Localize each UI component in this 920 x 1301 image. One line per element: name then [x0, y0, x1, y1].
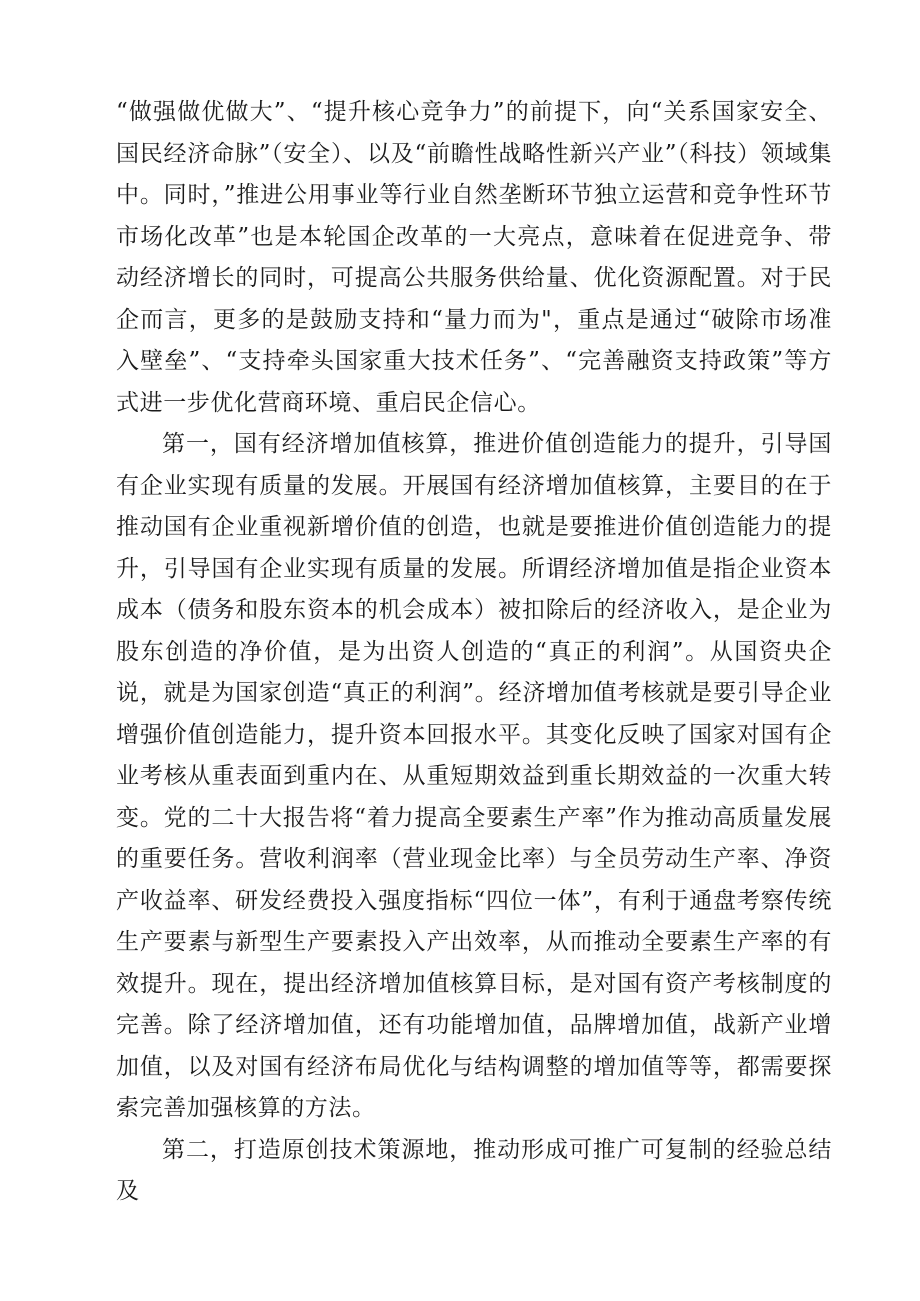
paragraph-first-point: 第一，国有经济增加值核算，推进价值创造能力的提升，引导国有企业实现有质量的发展。开展国有经济增加值核算，主要目的在于推动国有企业重视新增价值的创造，也就是要推进价值创造能力的提升，引导国有企业实现有质量的发展。所谓经济增加值是指企业资本成本（债务和股东资本的机会成本）被扣除后的经济收入，是企业为股东创造的净价值，是为出资人创造的“真正的利润”。从国资央企说，就是为国家创造“真正的利润”。经济增加值考核就是要引导企业增强价值创造能力，提升资本回报水平。其变化反映了国家对国有企业考核从重表面到重内在、从重短期效益到重长期效益的一次重大转变。党的二十大报告将“着力提高全要素生产率”作为推动高质量发展的重要任务。营收利润率（营业现金比率）与全员劳动生产率、净资产收益率、研发经费投入强度指标“四位一体”，有利于通盘考察传统生产要素与新型生产要素投入产出效率，从而推动全要素生产率的有效提升。现在，提出经济增加值核算目标，是对国有资产考核制度的完善。除了经济增加值，还有功能增加值，品牌增加值，战新产业增加值，以及对国有经济布局优化与结构调整的增加值等等，都需要探索完善加强核算的方法。	[116, 431, 832, 1121]
paragraph-second-point: 第二，打造原创技术策源地，推动形成可推广可复制的经验总结及	[116, 1136, 832, 1204]
body-text	[116, 92, 832, 1213]
paragraph-continuation: “做强做优做大”、“提升核心竞争力”的前提下，向“关系国家安全、国民经济命脉”（安全）、以及“前瞻性战略性新兴产业”（科技）领域集中。同时，”推进公用事业等行业自然垄断环节独立运营和竞争性环节市场化改革”也是本轮国企改革的一大亮点，意味着在促进竞争、带动经济增长的同时，可提高公共服务供给量、优化资源配置。对于民企而言，更多的是鼓励支持和“量力而为"，重点是通过“破除市场准入壁垒”、“支持牵头国家重大技术任务”、“完善融资支持政策”等方式进一步优化营商环境、重启民企信心。	[116, 99, 832, 416]
